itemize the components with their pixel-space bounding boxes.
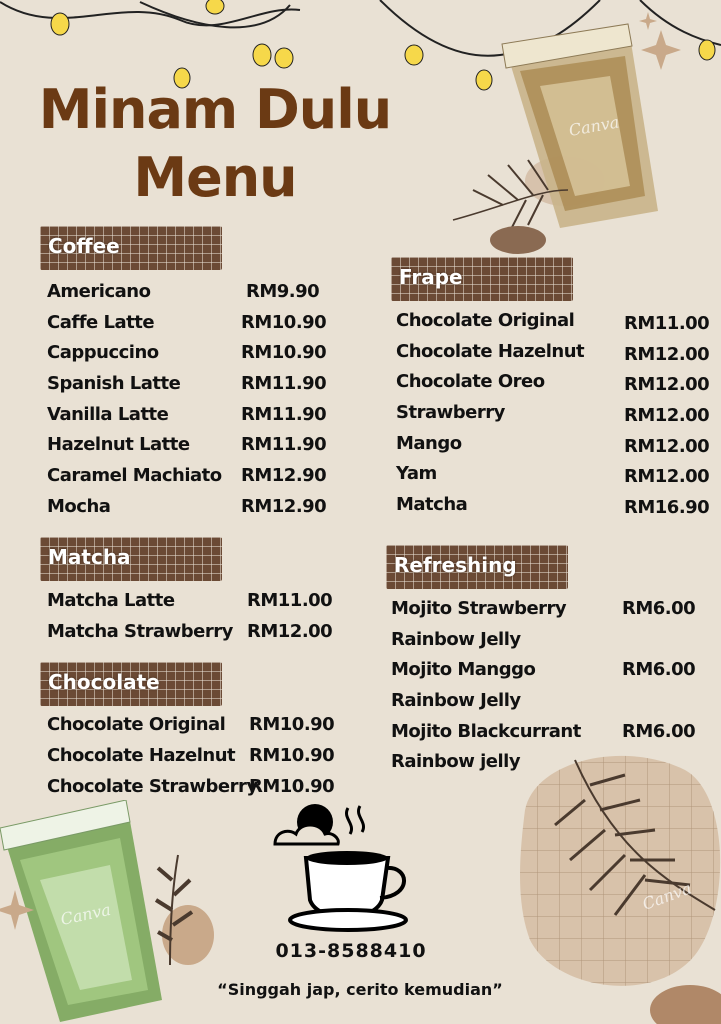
menu-item-name: Mocha [47, 496, 111, 517]
menu-item-name: Matcha Latte [47, 590, 175, 611]
menu-item-name: Mango [396, 433, 462, 454]
section-tag-refreshing [386, 545, 568, 589]
menu-item-name: Rainbow Jelly [391, 690, 521, 711]
menu-item-price: RM12.00 [624, 374, 710, 395]
section-heading-frape: Frape [399, 265, 463, 289]
menu-item-name: Rainbow Jelly [391, 629, 521, 650]
menu-item-name: Chocolate Hazelnut [396, 341, 585, 362]
menu-item-price: RM6.00 [622, 598, 696, 619]
svg-text:Canva: Canva [567, 112, 621, 140]
menu-item-name: Yam [396, 463, 437, 484]
menu-item-name: Matcha Strawberry [47, 621, 233, 642]
menu-title-line1: Minam Dulu [38, 78, 392, 141]
sparkle-icon [0, 880, 40, 940]
slogan: “Singgah jap, cerito kemudian” [217, 980, 503, 999]
section-tag-matcha [40, 537, 222, 581]
menu-item-price: RM11.90 [241, 404, 327, 425]
menu-item-name: Americano [47, 281, 151, 302]
contact-phone: 013-8588410 [275, 940, 427, 962]
section-tag-coffee [40, 226, 222, 270]
menu-item-price: RM12.00 [624, 436, 710, 457]
menu-item-name: Chocolate Original [396, 310, 575, 331]
section-heading-refreshing: Refreshing [394, 553, 517, 577]
menu-item-price: RM10.90 [241, 312, 327, 333]
svg-text:Canva: Canva [58, 899, 113, 929]
menu-item-price: RM6.00 [622, 721, 696, 742]
menu-item-price: RM11.90 [241, 434, 327, 455]
menu-item-price: RM12.00 [624, 466, 710, 487]
section-heading-chocolate: Chocolate [48, 670, 160, 694]
menu-item-price: RM9.90 [246, 281, 320, 302]
menu-item-name: Strawberry [396, 402, 505, 423]
leaf-icon [150, 850, 220, 970]
section-heading-matcha: Matcha [48, 545, 131, 569]
section-tag-frape [391, 257, 573, 301]
menu-item-name: Cappuccino [47, 342, 159, 363]
menu-item-name: Hazelnut Latte [47, 434, 190, 455]
menu-item-name: Chocolate Strawberry [47, 776, 258, 797]
menu-item-name: Caramel Machiato [47, 465, 222, 486]
menu-item-name: Chocolate Oreo [396, 371, 545, 392]
section-heading-coffee: Coffee [48, 234, 120, 258]
menu-item-price: RM10.90 [249, 745, 335, 766]
coffee-cup-icon [270, 800, 420, 936]
section-tag-chocolate [40, 662, 222, 706]
menu-item-price: RM12.90 [241, 465, 327, 486]
menu-item-name: Chocolate Original [47, 714, 226, 735]
menu-item-name: Mojito Manggo [391, 659, 536, 680]
menu-item-price: RM11.00 [247, 590, 333, 611]
menu-item-price: RM12.90 [241, 496, 327, 517]
menu-item-name: Mojito Blackcurrant [391, 721, 581, 742]
menu-item-price: RM12.00 [624, 405, 710, 426]
menu-item-price: RM10.90 [249, 776, 335, 797]
menu-item-price: RM10.90 [241, 342, 327, 363]
menu-item-price: RM12.00 [247, 621, 333, 642]
menu-item-name: Spanish Latte [47, 373, 181, 394]
menu-item-price: RM10.90 [249, 714, 335, 735]
menu-item-price: RM11.90 [241, 373, 327, 394]
menu-item-price: RM11.00 [624, 313, 710, 334]
menu-title-line2: Menu [133, 146, 297, 209]
menu-item-name: Matcha [396, 494, 468, 515]
leaf-icon [448, 150, 578, 260]
menu-item-price: RM6.00 [622, 659, 696, 680]
menu-item-name: Caffe Latte [47, 312, 155, 333]
menu-item-name: Mojito Strawberry [391, 598, 567, 619]
menu-item-price: RM12.00 [624, 344, 710, 365]
menu-item-price: RM16.90 [624, 497, 710, 518]
menu-item-name: Rainbow jelly [391, 751, 521, 772]
svg-text:Canva: Canva [639, 878, 694, 914]
menu-item-name: Chocolate Hazelnut [47, 745, 236, 766]
menu-item-name: Vanilla Latte [47, 404, 169, 425]
